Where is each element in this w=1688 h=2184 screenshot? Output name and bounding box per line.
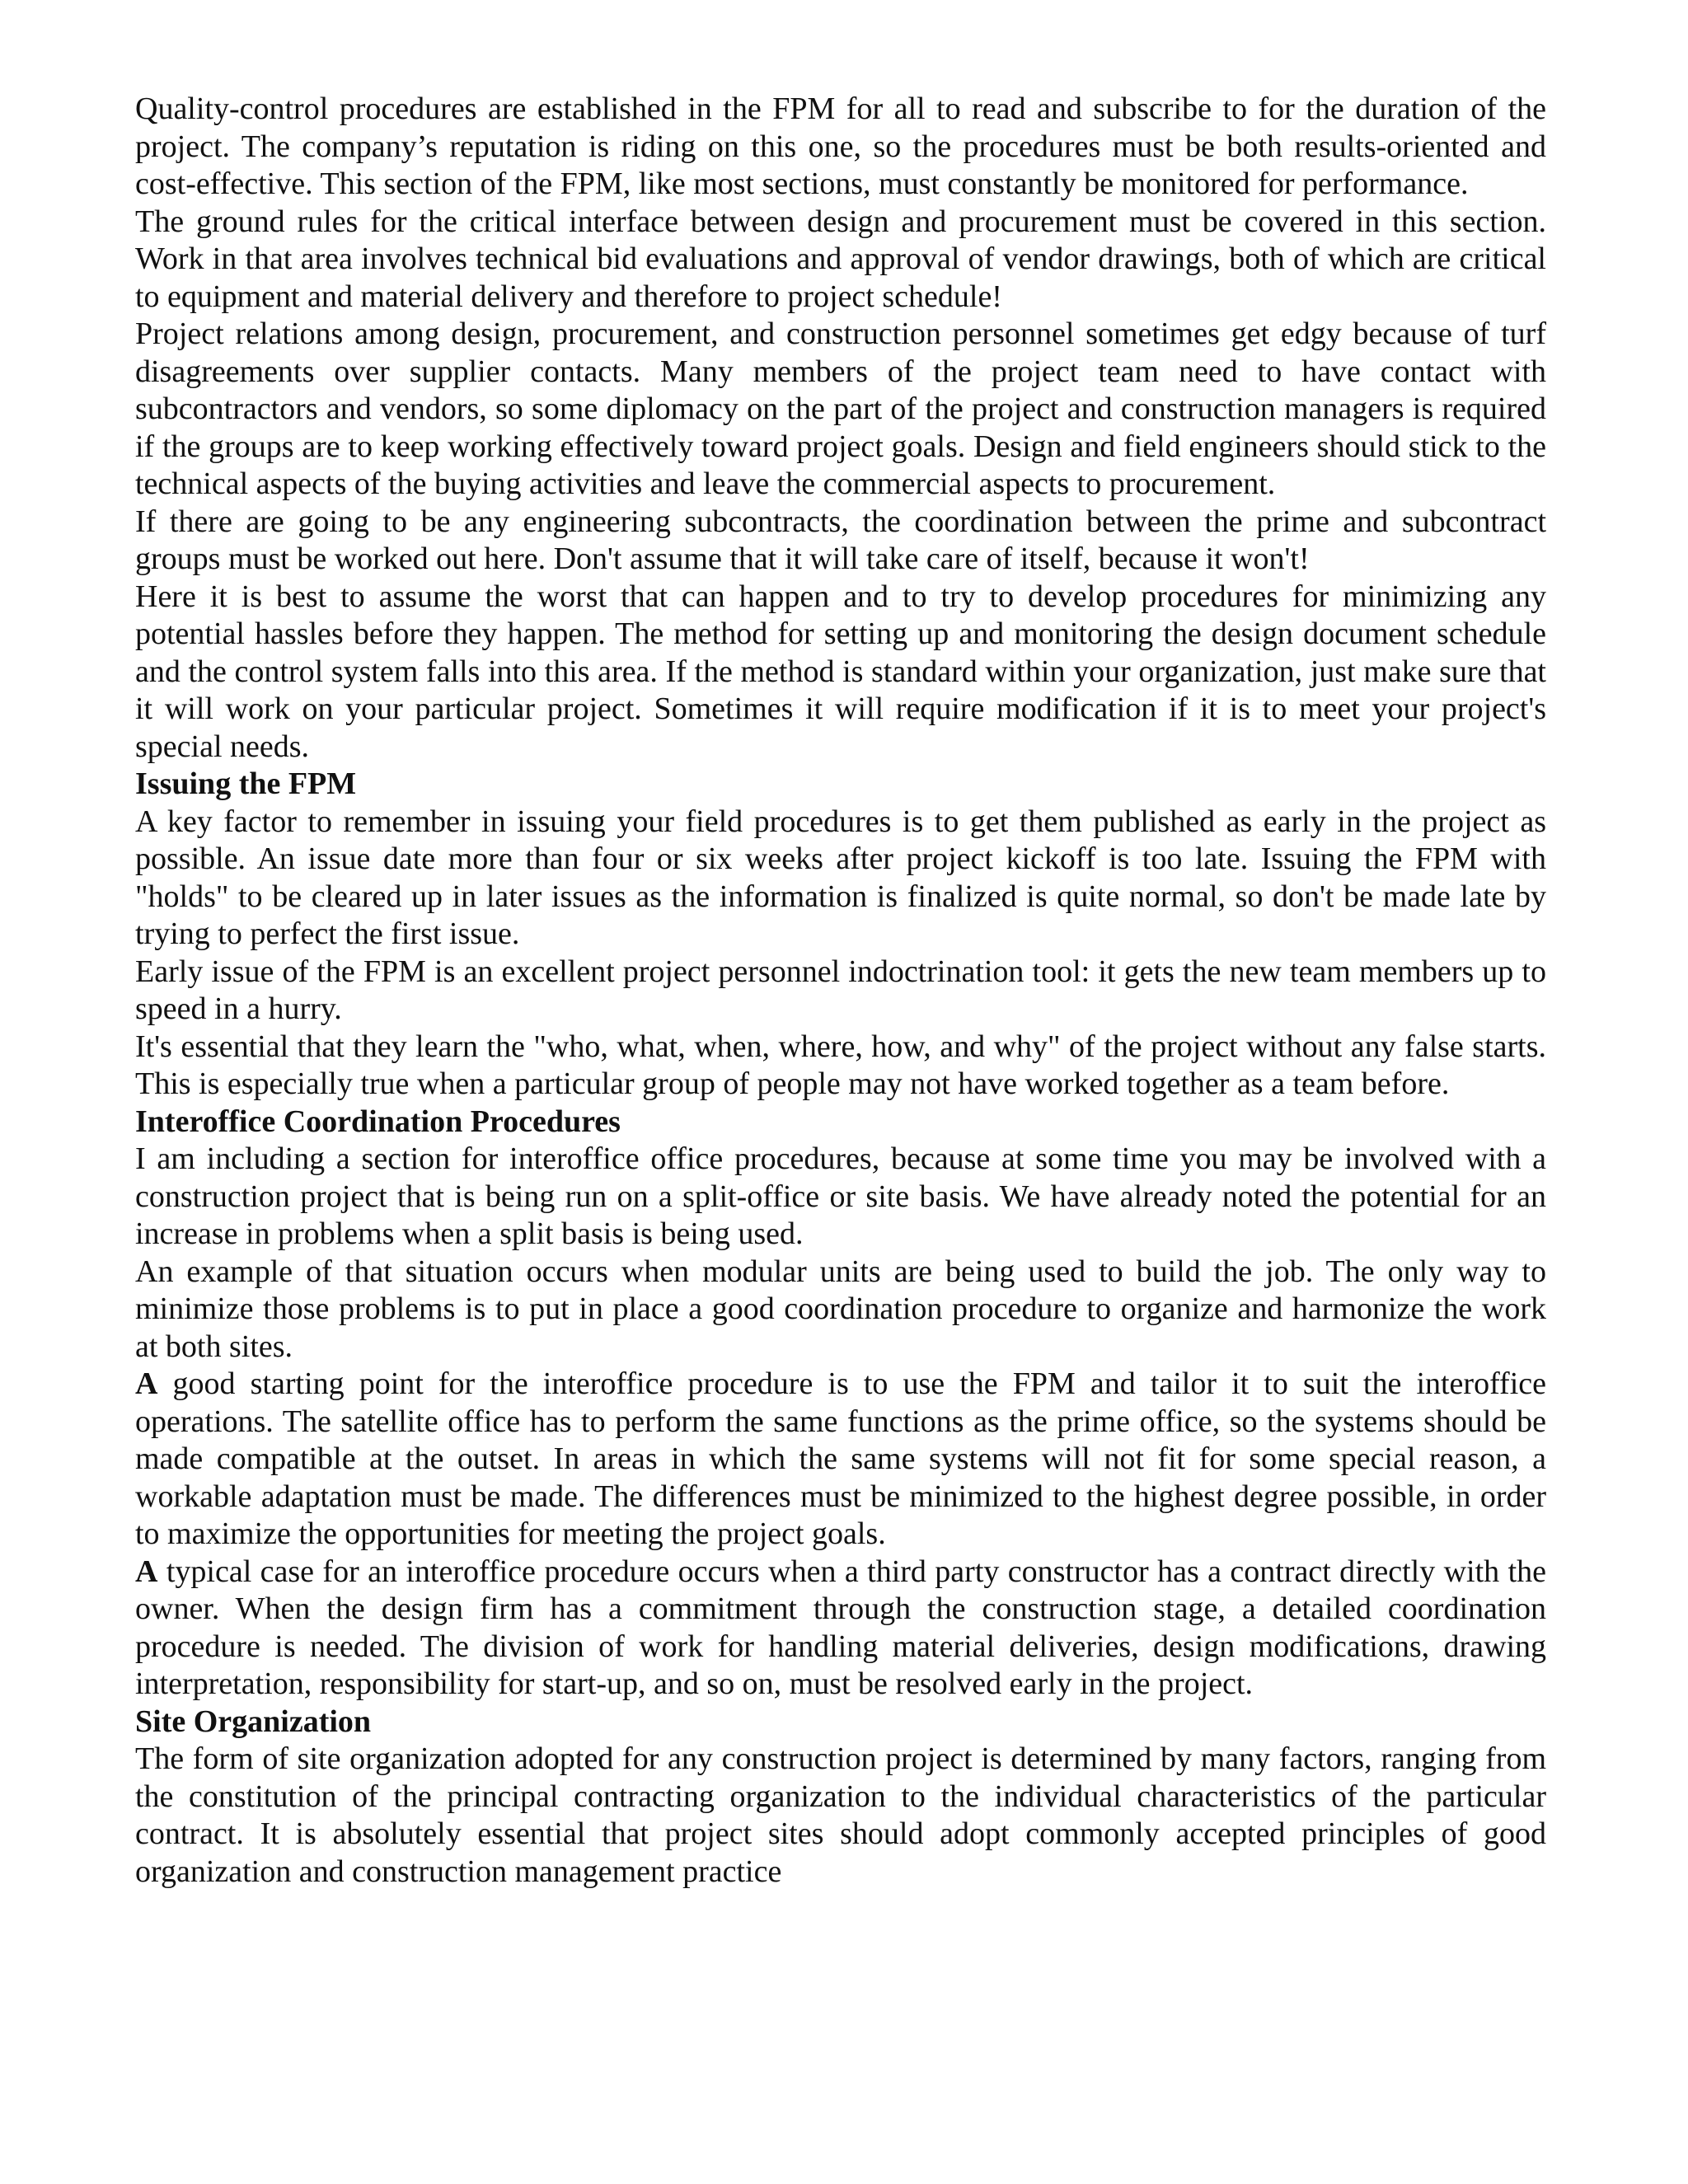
heading-site-organization: Site Organization <box>135 1704 372 1739</box>
paragraph-engineering-subcontracts: If there are going to be any engineering subcontracts, the coordination between the prime and subcontract groups must be worked out here. Don't assume that it will take care of itself, because it won't! <box>135 504 1546 576</box>
paragraph-modular-units: An example of that situation occurs when modular units are being used to build the job. The only way to minimize those problems is to put in place a good coordination procedure to organize and harmonize the work at both sites. <box>135 1254 1546 1364</box>
paragraph-lead-letter: A <box>135 1554 158 1589</box>
paragraph-lead-letter: A <box>135 1366 158 1401</box>
paragraph-early-issue: Early issue of the FPM is an excellent project personnel indoctrination tool: it gets the new team members up to speed in a hurry. <box>135 954 1546 1026</box>
paragraph-starting-point <box>135 1366 1546 1554</box>
heading-interoffice-coordination: Interoffice Coordination Procedures <box>135 1104 621 1139</box>
paragraph-assume-worst: Here it is best to assume the worst that can happen and to try to develop procedures for minimizing any potential hassles before they happen. The method for setting up and monitoring the design document schedule and the control system falls into this area. If the method is standard within your organization, just make sure that it will work on your particular project. Sometimes it will require modification if it is to meet your project's special needs. <box>135 579 1546 764</box>
paragraph-project-relations: Project relations among design, procurement, and construction personnel sometimes get edgy because of turf disagreements over supplier contacts. Many members of the project team need to have contact with subcontractors and vendors, so some diplomacy on the part of the project and construction managers is required if the groups are to keep working effectively toward project goals. Design and field engineers should stick to the technical aspects of the buying activities and leave the commercial aspects to procurement. <box>135 316 1546 501</box>
document-page <box>135 91 1546 1891</box>
paragraph-typical-case <box>135 1554 1546 1704</box>
paragraph-typical-case-text: typical case for an interoffice procedure occurs when a third party constructor has a contract directly with the owner. When the design firm has a commitment through the construction stage, a detailed coordination procedure is needed. The division of work for handling material deliveries, design modifications, drawing interpretation, responsibility for start-up, and so on, must be resolved early in the project. <box>135 1554 1546 1701</box>
paragraph-starting-point-text: good starting point for the interoffice procedure is to use the FPM and tailor it to suit the interoffice operations. The satellite office has to perform the same functions as the prime office, so the systems should be made compatible at the outset. In areas in which the same systems will not fit for some special reason, a workable adaptation must be made. The differences must be minimized to the highest degree possible, in order to maximize the opportunities for meeting the project goals. <box>135 1366 1546 1551</box>
paragraph-ground-rules: The ground rules for the critical interface between design and procurement must be covered in this section. Work in that area involves technical bid evaluations and approval of vendor drawings, both of which are critical to equipment and material delivery and therefore to project schedule! <box>135 204 1546 314</box>
paragraph-essential: It's essential that they learn the "who, what, when, where, how, and why" of the project without any false starts. This is especially true when a particular group of people may not have worked together as a team before. <box>135 1029 1546 1101</box>
paragraph-key-factor: A key factor to remember in issuing your field procedures is to get them published as early in the project as possible. An issue date more than four or six weeks after project kickoff is too late. Issuing the FPM with "holds" to be cleared up in later issues as the information is finalized is quite normal, so don't be made late by trying to perfect the first issue. <box>135 804 1546 951</box>
heading-issuing-fpm: Issuing the FPM <box>135 766 357 801</box>
paragraph-interoffice-section: I am including a section for interoffice office procedures, because at some time you may be involved with a construction project that is being run on a split-office or site basis. We have already noted the potential for an increase in problems when a split basis is being used. <box>135 1141 1546 1251</box>
paragraph-site-organization: The form of site organization adopted for any construction project is determined by many factors, ranging from the constitution of the principal contracting organization to the individual characteristics of the particular contract. It is absolutely essential that project sites should adopt commonly accepted principles of good organization and construction management practice <box>135 1741 1546 1889</box>
paragraph-quality-control: Quality-control procedures are established in the FPM for all to read and subscribe to for the duration of the project. The company’s reputation is riding on this one, so the procedures must be both results-oriented and cost-effective. This section of the FPM, like most sections, must constantly be monitored for performance. <box>135 91 1546 201</box>
